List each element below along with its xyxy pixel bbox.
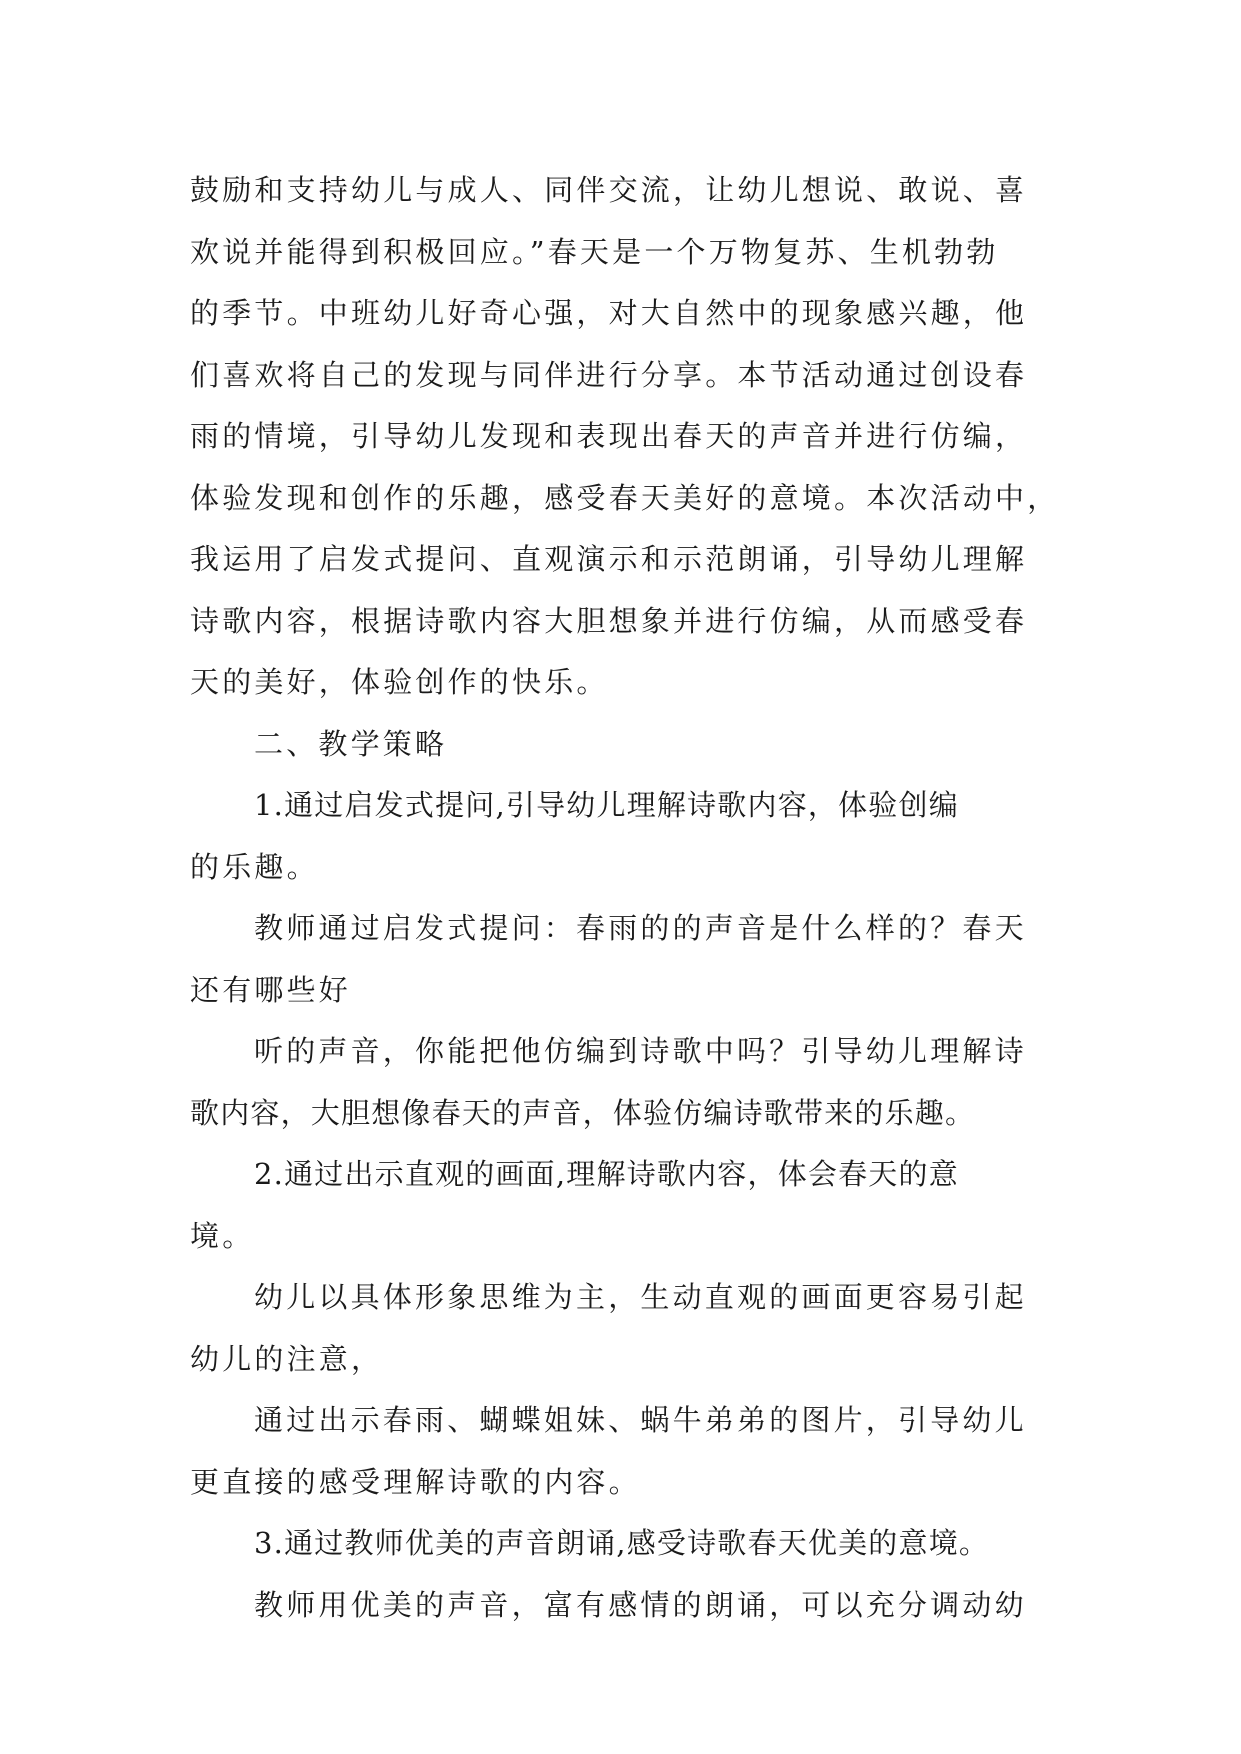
paragraph-line: 幼儿以具体形象思维为主，生动直观的画面更容易引起	[254, 1280, 1027, 1314]
paragraph-line: 通过出示春雨、蝴蝶姐妹、蜗牛弟弟的图片，引导幼儿	[254, 1403, 1027, 1437]
paragraph-line: 鼓励和支持幼儿与成人、同伴交流，让幼儿想说、敢说、喜	[190, 173, 1028, 207]
paragraph-line: 境。	[190, 1218, 255, 1253]
paragraph-line: 更直接的感受理解诗歌的内容。	[190, 1464, 641, 1499]
paragraph-line: 歌内容，大胆想像春天的声音，体验仿编诗歌带来的乐趣。	[190, 1095, 976, 1130]
paragraph-line: 教师通过启发式提问：春雨的的声音是什么样的？春天	[254, 911, 1027, 945]
paragraph-line: 欢说并能得到积极回应。”春天是一个万物复苏、生机勃勃	[190, 234, 999, 269]
paragraph-line: 的季节。中班幼儿好奇心强，对大自然中的现象感兴趣，他	[190, 296, 1028, 330]
section-heading: 二、教学策略	[254, 726, 448, 761]
paragraph-line: 幼儿的注意，	[190, 1341, 384, 1376]
paragraph-line: 听的声音，你能把他仿编到诗歌中吗？引导幼儿理解诗	[254, 1034, 1027, 1068]
paragraph-line: 诗歌内容，根据诗歌内容大胆想象并进行仿编，从而感受春	[190, 603, 1028, 638]
paragraph-line: 教师用优美的声音，富有感情的朗诵，可以充分调动幼	[254, 1587, 1027, 1622]
paragraph-line: 还有哪些好	[190, 972, 352, 1007]
strategy-heading-1: 1.通过启发式提问,引导幼儿理解诗歌内容，体验创编	[254, 788, 959, 822]
paragraph-line: 雨的情境，引导幼儿发现和表现出春天的声音并进行仿编，	[190, 419, 1028, 453]
paragraph-line: 们喜欢将自己的发现与同伴进行分享。本节活动通过创设春	[190, 357, 1028, 392]
paragraph-line: 的乐趣。	[190, 849, 319, 884]
paragraph-line: 天的美好，体验创作的快乐。	[190, 665, 609, 699]
strategy-heading-3: 3.通过教师优美的声音朗诵,感受诗歌春天优美的意境。	[254, 1526, 990, 1560]
paragraph-line: 我运用了启发式提问、直观演示和示范朗诵，引导幼儿理解	[190, 542, 1028, 576]
document-body	[190, 160, 1060, 1636]
strategy-heading-2: 2.通过出示直观的画面,理解诗歌内容，体会春天的意	[254, 1157, 959, 1191]
paragraph-line: 体验发现和创作的乐趣，感受春天美好的意境。本次活动中，	[190, 480, 1060, 515]
